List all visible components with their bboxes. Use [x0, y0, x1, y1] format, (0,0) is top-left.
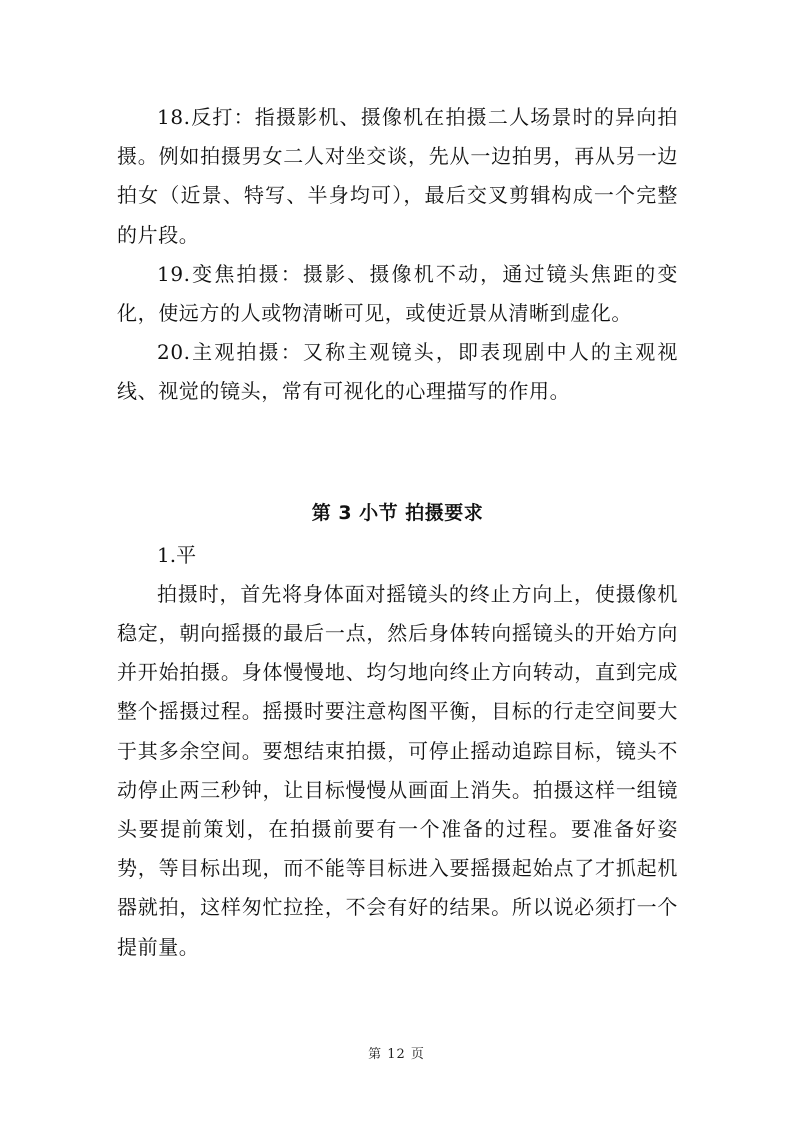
section-spacer [117, 412, 678, 490]
paragraph-reverse-shot: 18.反打：指摄影机、摄像机在拍摄二人场景时的异向拍摄。例如拍摄男女二人对坐交谈，先从一边拍男，再从另一边拍女（近景、特写、半身均可），最后交叉剪辑构成一个完整的片段。 [117, 105, 678, 247]
paragraph-zoom-shot: 19.变焦拍摄：摄影、摄像机不动，通过镜头焦距的变化，使远方的人或物清晰可见，或使近景从清晰到虚化。 [117, 261, 678, 326]
section-heading-wrap [117, 490, 678, 536]
item-label: 1.平 [157, 542, 197, 567]
paragraph-subjective-shot: 20.主观拍摄：又称主观镜头，即表现剧中人的主观视线、视觉的镜头，常有可视化的心理描写的作用。 [117, 340, 678, 404]
body-paragraph: 拍摄时，首先将身体面对摇镜头的终止方向上，使摄像机稳定，朝向摇摄的最后一点，然后身体转向摇镜头的开始方向并开始拍摄。身体慢慢地、均匀地向终止方向转动，直到完成整个摇摄过程。摇摄时要注意构图平衡，目标的行走空间要大于其多余空间。要想结束拍摄，可停止摇动追踪目标，镜头不动停止两三秒钟，让目标慢慢从画面上消失。拍摄这样一组镜头要提前策划，在拍摄前要有一个准备的过程。要准备好姿势，等目标出现，而不能等目标进入要摇摄起始点了才抓起机器就拍，这样匆忙拉拴，不会有好的结果。所以说必须打一个提前量。 [117, 581, 678, 959]
page-number: 第 12 页 [368, 1047, 425, 1062]
page-content [117, 98, 678, 967]
section-heading: 第 3 小节 拍摄要求 [311, 501, 484, 524]
